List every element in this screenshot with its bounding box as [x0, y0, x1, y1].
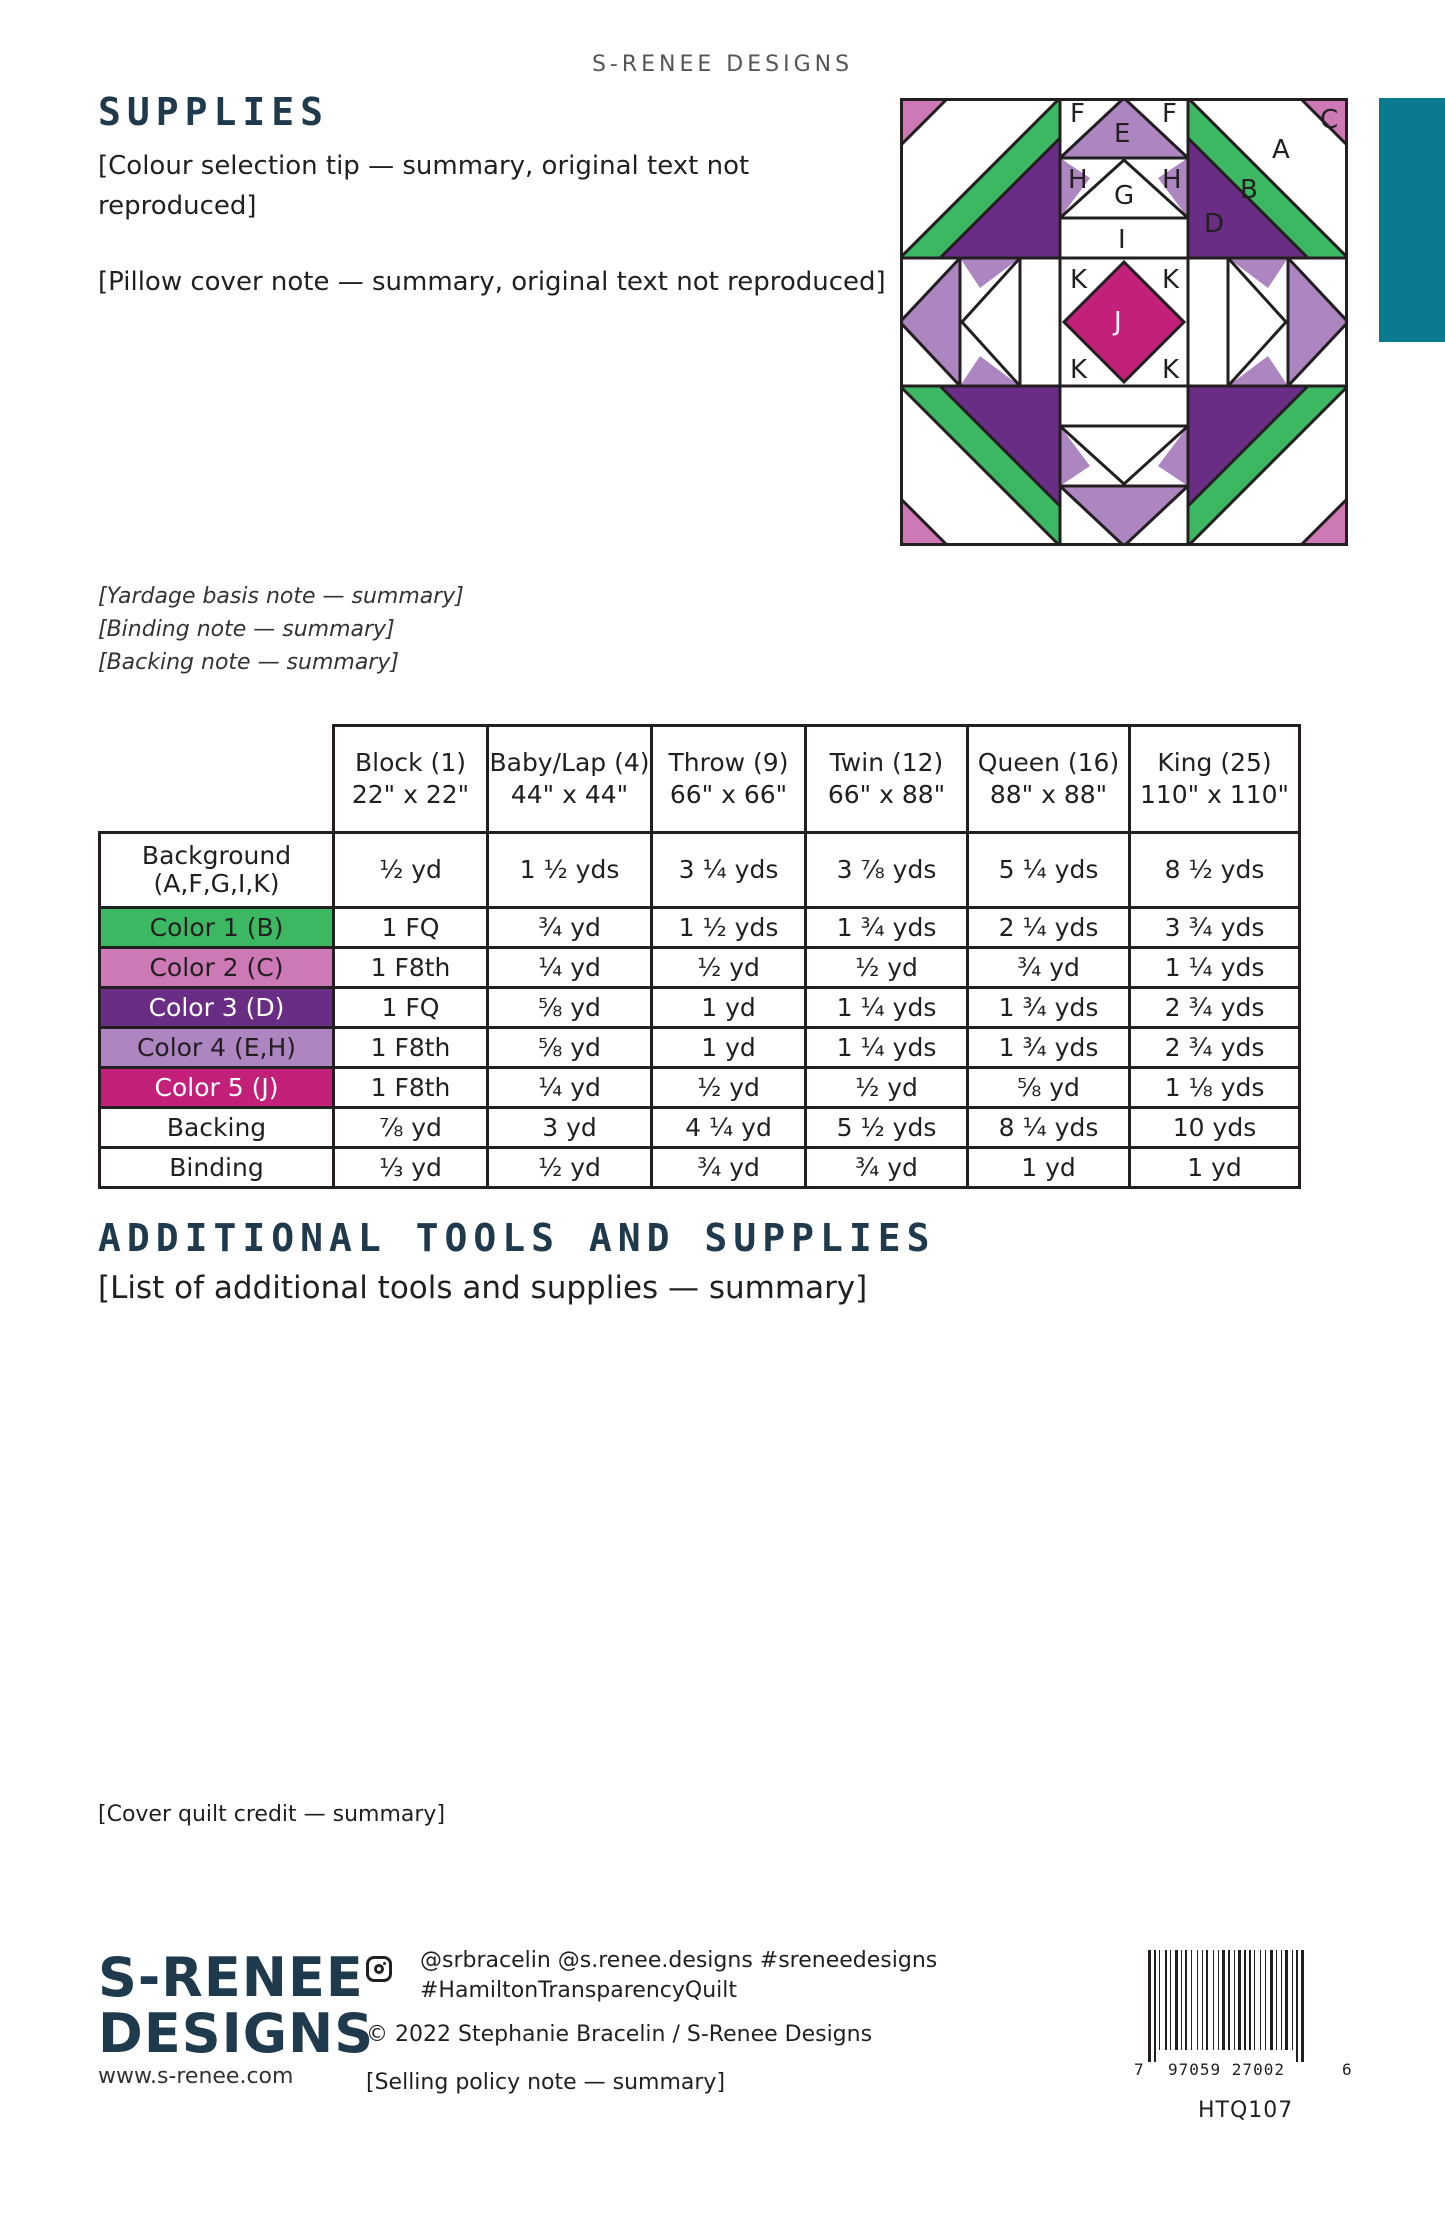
col-header: Baby/Lap (4) 44" x 44" — [488, 726, 652, 833]
barcode-bar — [1249, 1950, 1251, 2050]
table-cell: ⅝ yd — [488, 988, 652, 1028]
table-cell: 4 ¼ yd — [652, 1108, 806, 1148]
diagram-label-f: F — [1162, 99, 1177, 129]
row-label: Background (A,F,G,I,K) — [100, 833, 334, 908]
barcode-bar — [1202, 1950, 1203, 2050]
barcode-bar — [1170, 1950, 1171, 2050]
table-cell: 1 F8th — [334, 948, 488, 988]
barcode-bar — [1148, 1950, 1151, 2062]
row-label: Color 3 (D) — [100, 988, 334, 1028]
table-row — [100, 1148, 1300, 1188]
col-header: Throw (9) 66" x 66" — [652, 726, 806, 833]
table-cell: ⅓ yd — [334, 1148, 488, 1188]
supplies-heading: SUPPLIES — [98, 90, 330, 134]
supplies-color-tip: [Colour selection tip — summary, original text not reproduced] — [98, 151, 750, 221]
barcode-bar — [1285, 1950, 1288, 2050]
table-row — [100, 1028, 1300, 1068]
barcode-bar — [1244, 1950, 1246, 2050]
diagram-label-a: A — [1272, 135, 1290, 165]
barcode-bar — [1238, 1950, 1241, 2050]
barcode-bar — [1301, 1950, 1304, 2062]
table-cell: 1 yd — [652, 1028, 806, 1068]
barcode-bar — [1265, 1950, 1266, 2050]
block-diagram — [900, 98, 1348, 546]
note-binding: [Binding note — summary] — [98, 617, 395, 642]
table-row — [100, 833, 1300, 908]
sku-code: HTQ107 — [1198, 2098, 1294, 2123]
barcode-bar — [1197, 1950, 1198, 2050]
diagram-label-j: J — [1114, 307, 1122, 337]
diagram-label-k: K — [1162, 265, 1180, 295]
table-cell: ½ yd — [488, 1148, 652, 1188]
barcode-bar — [1281, 1950, 1282, 2050]
copyright: © 2022 Stephanie Bracelin / S-Renee Designs — [366, 2022, 873, 2047]
table-cell: ½ yd — [334, 833, 488, 908]
diagram-label-c: C — [1320, 105, 1339, 135]
tools-text: [List of additional tools and supplies — summary] — [98, 1270, 868, 1306]
table-cell: 2 ¾ yds — [1130, 988, 1300, 1028]
table-cell: 3 ¾ yds — [1130, 908, 1300, 948]
row-label: Color 5 (J) — [100, 1068, 334, 1108]
table-cell: ½ yd — [806, 948, 968, 988]
barcode-bar — [1276, 1950, 1277, 2050]
diagram-label-h: H — [1162, 165, 1182, 195]
table-cell: ¼ yd — [488, 1068, 652, 1108]
col-header: King (25) 110" x 110" — [1130, 726, 1300, 833]
table-cell: 1 ½ yds — [652, 908, 806, 948]
diagram-label-f: F — [1070, 99, 1085, 129]
note-wof: [Yardage basis note — summary] — [98, 584, 464, 609]
col-header: Queen (16) 88" x 88" — [968, 726, 1130, 833]
barcode-bar — [1296, 1950, 1298, 2062]
table-row — [100, 988, 1300, 1028]
table-cell: ¼ yd — [488, 948, 652, 988]
table-cell: 1 ¾ yds — [806, 908, 968, 948]
table-cell: 1 ¾ yds — [968, 1028, 1130, 1068]
table-header-row — [100, 726, 1300, 833]
barcode-bar — [1185, 1950, 1187, 2050]
table-cell: ⅝ yd — [968, 1068, 1130, 1108]
table-cell: 8 ½ yds — [1130, 833, 1300, 908]
website-link[interactable]: www.s-renee.com — [98, 2064, 294, 2089]
social-handles: @srbracelin @s.renee.designs #sreneedesigns #HamiltonTransparencyQuilt — [420, 1948, 938, 2003]
table-cell: 1 F8th — [334, 1068, 488, 1108]
diagram-label-b: B — [1240, 175, 1258, 205]
barcode-bar — [1218, 1950, 1219, 2050]
table-cell: 5 ½ yds — [806, 1108, 968, 1148]
table-corner — [100, 726, 334, 833]
col-header: Twin (12) 66" x 88" — [806, 726, 968, 833]
table-row — [100, 948, 1300, 988]
table-cell: ½ yd — [652, 948, 806, 988]
barcode-bar — [1228, 1950, 1230, 2050]
table-row — [100, 1068, 1300, 1108]
barcode-bar — [1154, 1950, 1156, 2062]
row-label: Color 4 (E,H) — [100, 1028, 334, 1068]
barcode-bar — [1175, 1950, 1178, 2050]
diagram-label-e: E — [1114, 119, 1131, 149]
barcode-bar — [1159, 1950, 1160, 2050]
table-cell: 1 ¼ yds — [806, 988, 968, 1028]
barcode-bar — [1181, 1950, 1182, 2050]
barcode — [1146, 1950, 1346, 2062]
barcode-bar — [1165, 1950, 1167, 2050]
table-cell: ⅝ yd — [488, 1028, 652, 1068]
table-cell: 8 ¼ yds — [968, 1108, 1130, 1148]
row-label: Color 2 (C) — [100, 948, 334, 988]
table-cell: 1 ½ yds — [488, 833, 652, 908]
table-cell: 2 ¾ yds — [1130, 1028, 1300, 1068]
supplies-pillow-note: [Pillow cover note — summary, original text not reproduced] — [98, 267, 886, 297]
table-cell: ¾ yd — [968, 948, 1130, 988]
diagram-label-d: D — [1204, 209, 1225, 239]
barcode-bar — [1270, 1950, 1273, 2050]
table-cell: ⅞ yd — [334, 1108, 488, 1148]
table-cell: 3 yd — [488, 1108, 652, 1148]
table-cell: ½ yd — [806, 1068, 968, 1108]
table-row — [100, 908, 1300, 948]
brand-logo: S-RENEE DESIGNS — [98, 1946, 375, 2065]
table-cell: 1 ¾ yds — [968, 988, 1130, 1028]
note-backing: [Backing note — summary] — [98, 650, 399, 675]
table-cell: 1 yd — [1130, 1148, 1300, 1188]
table-cell: 1 ¼ yds — [1130, 948, 1300, 988]
barcode-bar — [1260, 1950, 1261, 2050]
col-header: Block (1) 22" x 22" — [334, 726, 488, 833]
diagram-label-i: I — [1118, 225, 1126, 255]
table-cell: 1 ¼ yds — [806, 1028, 968, 1068]
barcode-bar — [1222, 1950, 1225, 2050]
table-cell: 1 yd — [968, 1148, 1130, 1188]
table-cell: 1 FQ — [334, 988, 488, 1028]
instagram-icon — [366, 1956, 392, 1982]
table-cell: ½ yd — [652, 1068, 806, 1108]
tools-heading: ADDITIONAL TOOLS AND SUPPLIES — [98, 1216, 936, 1260]
barcode-bar — [1234, 1950, 1235, 2050]
table-cell: ¾ yd — [488, 908, 652, 948]
table-cell: 3 ⅞ yds — [806, 833, 968, 908]
yardage-table — [98, 724, 1301, 1189]
diagram-label-h: H — [1068, 165, 1088, 195]
row-label: Color 1 (B) — [100, 908, 334, 948]
table-cell: 1 FQ — [334, 908, 488, 948]
table-cell: 2 ¼ yds — [968, 908, 1130, 948]
yardage-notes — [98, 580, 1348, 679]
block-shapes — [900, 98, 1348, 546]
barcode-bar — [1292, 1950, 1293, 2050]
supplies-intro — [98, 146, 888, 302]
barcode-bar — [1213, 1950, 1214, 2050]
sell-note: [Selling policy note — summary] — [366, 2070, 726, 2095]
table-cell: 1 F8th — [334, 1028, 488, 1068]
table-cell: ¾ yd — [806, 1148, 968, 1188]
side-color-tab — [1379, 98, 1445, 342]
table-cell: 1 yd — [652, 988, 806, 1028]
diagram-label-k: K — [1162, 355, 1180, 385]
diagram-label-k: K — [1070, 265, 1088, 295]
diagram-label-k: K — [1070, 355, 1088, 385]
brand-header: S-RENEE DESIGNS — [591, 52, 854, 77]
table-row — [100, 1108, 1300, 1148]
table-cell: ¾ yd — [652, 1148, 806, 1188]
row-label: Binding — [100, 1148, 334, 1188]
table-cell: 3 ¼ yds — [652, 833, 806, 908]
diagram-label-g: G — [1114, 181, 1135, 211]
cover-credit: [Cover quilt credit — summary] — [98, 1802, 446, 1827]
table-cell: 5 ¼ yds — [968, 833, 1130, 908]
barcode-bar — [1191, 1950, 1192, 2050]
row-label: Backing — [100, 1108, 334, 1148]
barcode-bar — [1206, 1950, 1208, 2050]
table-cell: 10 yds — [1130, 1108, 1300, 1148]
table-cell: 1 ⅛ yds — [1130, 1068, 1300, 1108]
barcode-bar — [1254, 1950, 1255, 2050]
